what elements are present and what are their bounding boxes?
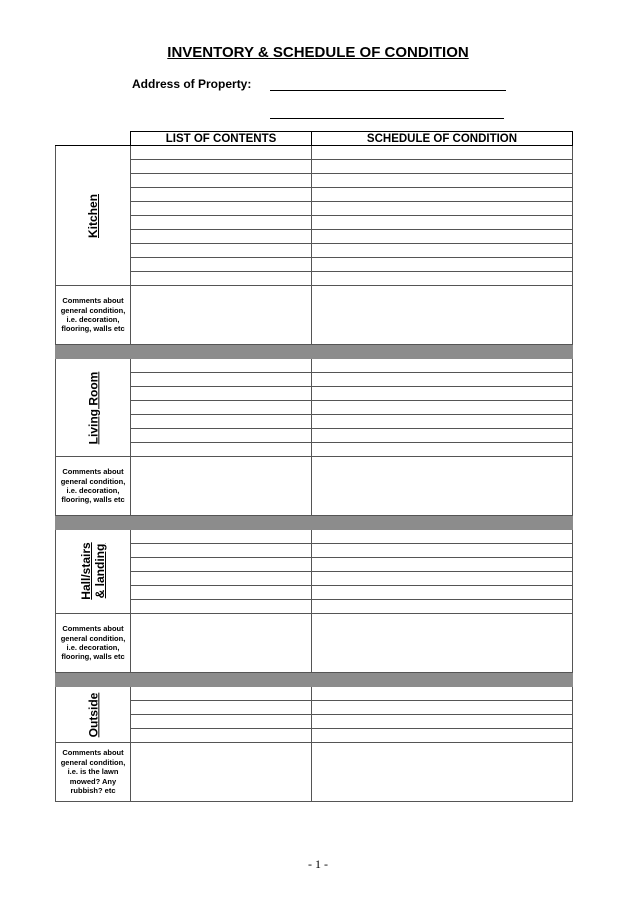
contents-cell[interactable] <box>131 387 312 401</box>
comments-label: Comments about general condition, i.e. decoration, flooring, walls etc <box>56 614 131 673</box>
comments-condition-cell[interactable] <box>312 614 573 673</box>
table-row <box>56 244 573 258</box>
section-separator <box>56 673 573 687</box>
contents-cell[interactable] <box>131 272 312 286</box>
table-row <box>56 174 573 188</box>
header-schedule-of-condition: SCHEDULE OF CONDITION <box>312 132 573 146</box>
separator-cell <box>56 345 131 359</box>
comments-row <box>56 743 573 802</box>
room-label-cell <box>56 687 131 743</box>
table-row <box>56 272 573 286</box>
condition-cell[interactable] <box>312 544 573 558</box>
contents-cell[interactable] <box>131 586 312 600</box>
comments-condition-cell[interactable] <box>312 457 573 516</box>
separator-cell <box>312 516 573 530</box>
contents-cell[interactable] <box>131 258 312 272</box>
condition-cell[interactable] <box>312 359 573 373</box>
contents-cell[interactable] <box>131 216 312 230</box>
table-row <box>56 230 573 244</box>
condition-cell[interactable] <box>312 230 573 244</box>
separator-cell <box>56 516 131 530</box>
condition-cell[interactable] <box>312 258 573 272</box>
contents-cell[interactable] <box>131 244 312 258</box>
condition-cell[interactable] <box>312 701 573 715</box>
table-row <box>56 188 573 202</box>
comments-label: Comments about general condition, i.e. is the lawn mowed? Any rubbish? etc <box>56 743 131 802</box>
condition-cell[interactable] <box>312 401 573 415</box>
contents-cell[interactable] <box>131 401 312 415</box>
separator-cell <box>312 345 573 359</box>
address-line-2[interactable] <box>270 118 504 119</box>
condition-cell[interactable] <box>312 530 573 544</box>
table-row <box>56 373 573 387</box>
comments-contents-cell[interactable] <box>131 457 312 516</box>
contents-cell[interactable] <box>131 572 312 586</box>
separator-cell <box>131 345 312 359</box>
comments-condition-cell[interactable] <box>312 286 573 345</box>
contents-cell[interactable] <box>131 188 312 202</box>
room-label-cell <box>56 530 131 614</box>
contents-cell[interactable] <box>131 687 312 701</box>
header-blank-cell <box>56 132 131 146</box>
room-label-cell <box>56 359 131 457</box>
condition-cell[interactable] <box>312 146 573 160</box>
contents-cell[interactable] <box>131 415 312 429</box>
contents-cell[interactable] <box>131 373 312 387</box>
contents-cell[interactable] <box>131 146 312 160</box>
table-row <box>56 401 573 415</box>
contents-cell[interactable] <box>131 174 312 188</box>
separator-cell <box>131 673 312 687</box>
header-list-of-contents: LIST OF CONTENTS <box>131 132 312 146</box>
separator-cell <box>312 673 573 687</box>
contents-cell[interactable] <box>131 701 312 715</box>
room-label-cell <box>56 146 131 286</box>
contents-cell[interactable] <box>131 715 312 729</box>
comments-contents-cell[interactable] <box>131 286 312 345</box>
condition-cell[interactable] <box>312 160 573 174</box>
room-name: Hall/stairs & landing <box>79 541 107 600</box>
room-name: Outside <box>85 692 100 737</box>
condition-cell[interactable] <box>312 600 573 614</box>
table-row <box>56 715 573 729</box>
condition-cell[interactable] <box>312 244 573 258</box>
table-row <box>56 701 573 715</box>
separator-cell <box>131 516 312 530</box>
contents-cell[interactable] <box>131 359 312 373</box>
comments-label: Comments about general condition, i.e. decoration, flooring, walls etc <box>56 286 131 345</box>
table-row <box>56 586 573 600</box>
condition-cell[interactable] <box>312 272 573 286</box>
condition-cell[interactable] <box>312 174 573 188</box>
table-row <box>56 572 573 586</box>
condition-cell[interactable] <box>312 387 573 401</box>
table-row <box>56 544 573 558</box>
table-row <box>56 429 573 443</box>
table-row <box>56 359 573 373</box>
comments-row <box>56 614 573 673</box>
table-row <box>56 216 573 230</box>
condition-cell[interactable] <box>312 373 573 387</box>
comments-contents-cell[interactable] <box>131 743 312 802</box>
comments-label: Comments about general condition, i.e. decoration, flooring, walls etc <box>56 457 131 516</box>
table-row <box>56 687 573 701</box>
contents-cell[interactable] <box>131 160 312 174</box>
contents-cell[interactable] <box>131 544 312 558</box>
document-title: INVENTORY & SCHEDULE OF CONDITION <box>167 44 469 61</box>
condition-cell[interactable] <box>312 586 573 600</box>
table-row <box>56 387 573 401</box>
table-row <box>56 558 573 572</box>
table-row <box>56 415 573 429</box>
contents-cell[interactable] <box>131 558 312 572</box>
condition-cell[interactable] <box>312 558 573 572</box>
table-body <box>56 146 573 802</box>
contents-cell[interactable] <box>131 443 312 457</box>
condition-cell[interactable] <box>312 216 573 230</box>
table-row <box>56 146 573 160</box>
comments-row <box>56 286 573 345</box>
address-label: Address of Property: <box>132 77 252 91</box>
separator-cell <box>56 673 131 687</box>
contents-cell[interactable] <box>131 202 312 216</box>
table-row <box>56 729 573 743</box>
table-row <box>56 600 573 614</box>
condition-cell[interactable] <box>312 687 573 701</box>
condition-cell[interactable] <box>312 429 573 443</box>
table-row <box>56 443 573 457</box>
contents-cell[interactable] <box>131 230 312 244</box>
section-separator <box>56 516 573 530</box>
inventory-table <box>55 131 573 802</box>
section-separator <box>56 345 573 359</box>
table-row <box>56 160 573 174</box>
address-line-1[interactable] <box>270 90 506 91</box>
room-name: Living Room <box>85 371 100 444</box>
table-row <box>56 202 573 216</box>
table-row <box>56 530 573 544</box>
condition-cell[interactable] <box>312 415 573 429</box>
contents-cell[interactable] <box>131 729 312 743</box>
comments-condition-cell[interactable] <box>312 743 573 802</box>
table-row <box>56 258 573 272</box>
condition-cell[interactable] <box>312 443 573 457</box>
contents-cell[interactable] <box>131 429 312 443</box>
condition-cell[interactable] <box>312 572 573 586</box>
condition-cell[interactable] <box>312 715 573 729</box>
room-name: Kitchen <box>85 193 100 238</box>
condition-cell[interactable] <box>312 729 573 743</box>
condition-cell[interactable] <box>312 188 573 202</box>
header-row <box>56 132 573 146</box>
page-number: - 1 - <box>308 857 328 871</box>
contents-cell[interactable] <box>131 530 312 544</box>
contents-cell[interactable] <box>131 600 312 614</box>
condition-cell[interactable] <box>312 202 573 216</box>
comments-contents-cell[interactable] <box>131 614 312 673</box>
comments-row <box>56 457 573 516</box>
